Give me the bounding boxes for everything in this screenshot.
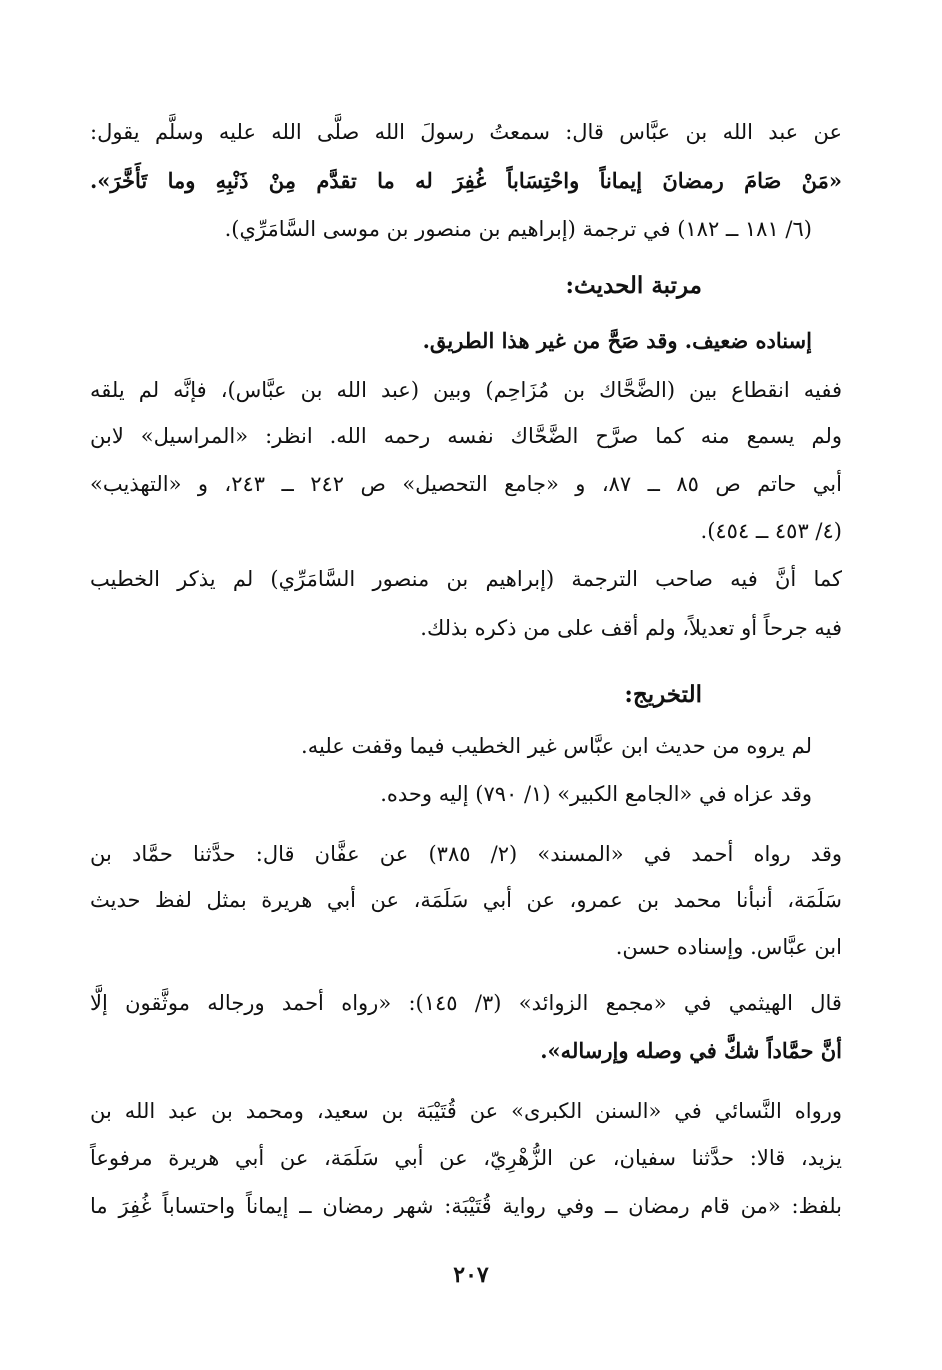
text-line: سَلَمَة، أنبأنا محمد بن عمرو، عن أبي سَلَمَة، عن أبي هريرة بمثل لفظ حديث — [90, 888, 842, 912]
text-line: أنَّ حمَّاداً شكَّ في وصله وإرساله». — [540, 1038, 842, 1063]
text-line: قال الهيثمي في «مجمع الزوائد» (٣/ ١٤٥): «رواه أحمد ورجاله موثَّقون إلَّا — [90, 991, 842, 1015]
hadith-text-line: «مَنْ صَامَ رمضانَ إيماناً واحْتِسَاباً غُفِرَ له ما تقدَّم مِنْ ذَنْبِهِ وما تَأَخَّرَ». — [90, 168, 842, 193]
text-line: وقد عزاه في «الجامع الكبير» (١/ ٧٩٠) إليه وحده. — [380, 782, 812, 806]
text-line: ورواه النَّسائي في «السنن الكبرى» عن قُتَيْبَة بن سعيد، ومحمد بن عبد الله بن — [90, 1099, 842, 1123]
text-line: وقد رواه أحمد في «المسند» (٢/ ٣٨٥) عن عفَّان قال: حدَّثنا حمَّاد بن — [90, 842, 842, 866]
text-line: يزيد، قالا: حدَّثنا سفيان، عن الزُّهْرِيّ، عن أبي سَلَمَة، عن أبي هريرة مرفوعاً — [90, 1146, 842, 1170]
text-line: ابن عبَّاس. وإسناده حسن. — [615, 935, 842, 959]
text-line: ولم يسمع منه كما صرَّح الضَّحَّاك نفسه رحمه الله. انظر: «المراسيل» لابن — [90, 424, 842, 448]
section-heading-takhrij: التخريج: — [624, 681, 702, 708]
text-line: (٤/ ٤٥٣ ــ ٤٥٤). — [700, 519, 842, 543]
text-line: كما أنَّ فيه صاحب الترجمة (إبراهيم بن منصور السَّامَرِّي) لم يذكر الخطيب — [90, 567, 842, 591]
text-line: ففيه انقطاع بين (الضَّحَّاك بن مُزَاحِم) وبين (عبد الله بن عبَّاس)، فإنَّه لم يلقه — [90, 378, 842, 402]
reference-line: (٦/ ١٨١ ــ ١٨٢) في ترجمة (إبراهيم بن منصور بن موسى السَّامَرِّي). — [224, 217, 812, 241]
grading-line: إسناده ضعيف. وقد صَحَّ من غير هذا الطريق. — [422, 328, 812, 353]
page-number: ٢٠٧ — [453, 1262, 489, 1288]
text-line: لم يروه من حديث ابن عبَّاس غير الخطيب فيما وقفت عليه. — [301, 734, 812, 758]
text-line: بلفظ: «من قام رمضان ــ وفي رواية قُتَيْبَة: شهر رمضان ــ إيماناً واحتساباً غُفِرَ ما — [90, 1194, 842, 1218]
text-line: أبي حاتم ص ٨٥ ــ ٨٧، و «جامع التحصيل» ص ٢٤٢ ــ ٢٤٣، و «التهذيب» — [90, 472, 842, 496]
text-line: فيه جرحاً أو تعديلاً، ولم أقف على من ذكره بذلك. — [420, 616, 842, 640]
text-line: عن عبد الله بن عبَّاس قال: سمعتُ رسولَ الله صلَّى الله عليه وسلَّم يقول: — [90, 120, 842, 144]
section-heading-grading: مرتبة الحديث: — [565, 272, 702, 299]
